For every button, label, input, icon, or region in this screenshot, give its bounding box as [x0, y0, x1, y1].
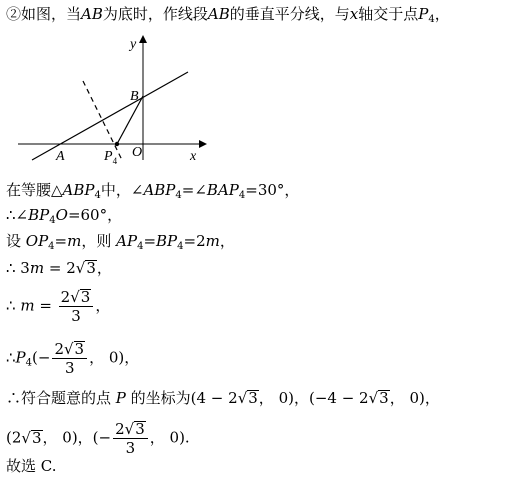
label-o: O — [132, 145, 143, 160]
sub: 4 — [94, 190, 101, 201]
radicand: 3 — [86, 259, 96, 277]
text: =30°， — [245, 181, 300, 199]
sub: 4 — [177, 241, 184, 252]
solution-line-7 — [6, 388, 440, 408]
text: = — [143, 232, 157, 250]
q-var: P — [418, 5, 429, 23]
sqrt: √3 — [368, 389, 389, 407]
text: 在等腰△ — [6, 181, 63, 199]
sub: 4 — [175, 190, 182, 201]
var: O — [55, 206, 68, 224]
var: OP — [25, 232, 49, 250]
solution-line-4 — [6, 258, 112, 278]
label-b: B — [130, 89, 139, 104]
denominator: 3 — [64, 359, 75, 377]
text: ∴符合题意的点 — [6, 389, 116, 407]
var: m — [29, 259, 45, 277]
text: ， — [96, 259, 112, 277]
point-p4 — [115, 142, 119, 146]
label-a: A — [56, 149, 65, 164]
q-sub: 4 — [428, 14, 435, 25]
text: = 2 — [44, 259, 76, 277]
text: (2 — [6, 428, 22, 447]
radicand: 3 — [135, 420, 145, 438]
line-ab — [32, 72, 188, 160]
label-x: x — [190, 149, 197, 164]
fraction — [113, 420, 148, 457]
solution-line-5 — [6, 288, 110, 325]
denominator: 3 — [71, 307, 81, 325]
label-p4: $P_4$ — [104, 149, 118, 166]
q-text: 的垂直平分线，与 — [229, 5, 350, 23]
q-number: ② — [6, 5, 22, 23]
text: 的坐标为(4 − 2 — [125, 389, 238, 407]
solution-line-2 — [6, 205, 122, 225]
text: = — [54, 232, 68, 250]
question-line — [6, 4, 450, 24]
sqrt: √3 — [237, 389, 258, 407]
text: ， 0)， — [389, 389, 440, 407]
var: BAP — [206, 181, 239, 199]
text: 2 — [54, 340, 64, 358]
text: =2 — [183, 232, 206, 250]
text: ， 0). — [149, 428, 190, 447]
solution-line-3 — [6, 231, 235, 251]
var: BP — [156, 232, 178, 250]
solution-line-9: 故选 C. — [6, 457, 57, 475]
text: ， 0)， — [89, 348, 140, 367]
q-var: x — [349, 5, 359, 23]
numerator — [59, 288, 94, 307]
text: 设 — [6, 232, 26, 250]
sqrt: √3 — [21, 428, 42, 447]
q-text: 为底时，作线段 — [102, 5, 208, 23]
text: ， — [219, 232, 235, 250]
var: ABP — [62, 181, 95, 199]
var: m — [205, 232, 220, 250]
text: ， — [95, 296, 111, 315]
sqrt: √3 — [124, 420, 145, 438]
solution-line-6 — [6, 340, 139, 377]
sub: 4 — [25, 357, 33, 369]
numerator — [113, 420, 148, 439]
label-y: y — [130, 37, 137, 52]
q-var: AB — [207, 5, 230, 23]
text: ∴∠ — [6, 206, 29, 224]
geometry-figure — [0, 28, 220, 178]
text: 中，∠ — [100, 181, 144, 199]
q-text: 轴交于点 — [358, 5, 419, 23]
q-var: AB — [81, 5, 103, 23]
var: P — [115, 389, 126, 407]
text: ∴ — [6, 348, 16, 367]
radicand: 3 — [74, 340, 85, 358]
sqrt: √3 — [70, 288, 91, 306]
sub: 4 — [49, 215, 56, 226]
var: ABP — [143, 181, 176, 199]
q-text: 如图，当 — [21, 5, 82, 23]
sqrt: √3 — [63, 340, 85, 358]
text: = — [34, 296, 57, 315]
sub: 4 — [238, 190, 246, 201]
radicand: 3 — [31, 428, 42, 447]
text: ∴ — [6, 296, 21, 315]
sub: 4 — [48, 241, 55, 252]
sqrt: √3 — [75, 259, 96, 277]
text: ， 0)，(− — [42, 428, 112, 447]
text: =∠ — [181, 181, 207, 199]
solution-line-8 — [6, 420, 190, 457]
text: =60°， — [67, 206, 123, 224]
text: ， 0)，(−4 − 2 — [258, 389, 369, 407]
var: m — [67, 232, 82, 250]
fraction — [59, 288, 94, 325]
var: m — [20, 296, 35, 315]
solution-line-1 — [6, 180, 299, 200]
text: (− — [32, 348, 51, 367]
denominator: 3 — [125, 439, 136, 457]
q-text: ， — [434, 5, 450, 23]
text: 2 — [60, 288, 71, 306]
sub: 4 — [137, 241, 144, 252]
radicand: 3 — [248, 389, 258, 407]
radicand: 3 — [80, 288, 91, 306]
text: ，则 — [81, 232, 117, 250]
var: BP — [28, 206, 50, 224]
var: P — [15, 348, 26, 367]
text: 2 — [115, 420, 125, 438]
text: ∴ 3 — [6, 259, 30, 277]
numerator — [52, 340, 87, 359]
fraction — [52, 340, 87, 377]
var: AP — [116, 232, 138, 250]
radicand: 3 — [379, 389, 389, 407]
